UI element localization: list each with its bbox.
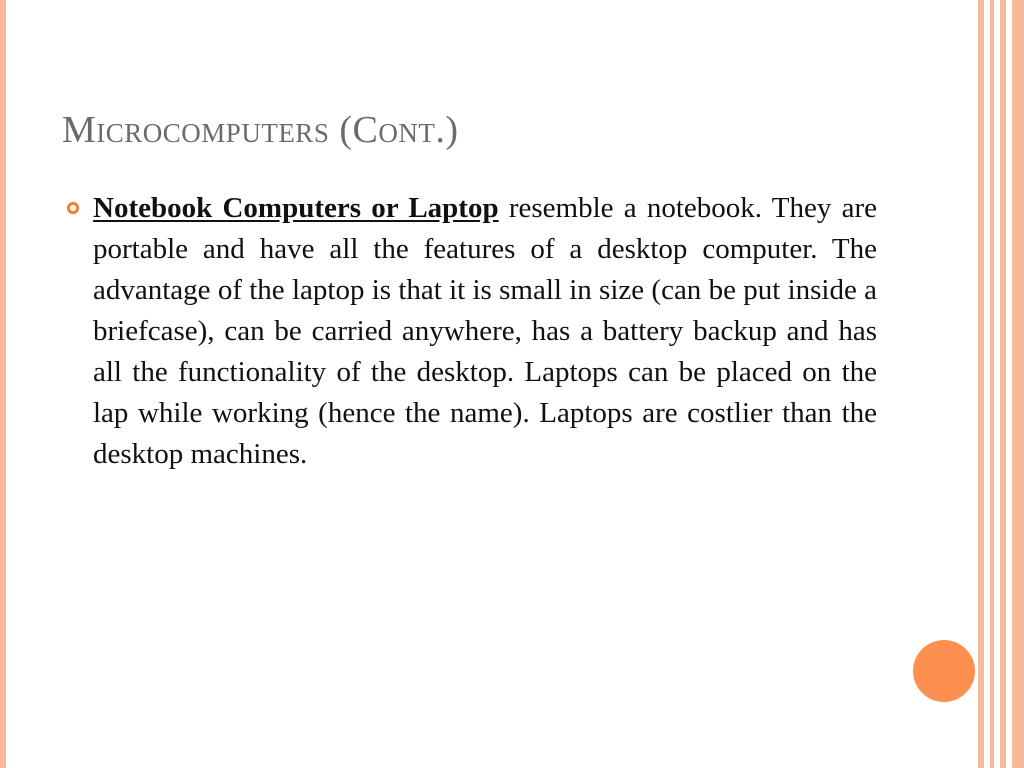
ring-bullet-icon [66, 201, 80, 215]
slide-title: Microcomputers (Cont.) [62, 109, 459, 151]
left-border-stripe [0, 0, 6, 768]
bullet-paragraph [93, 188, 877, 475]
bullet-text: resemble a notebook. They are portable and have all the features of a desktop computer. The advantage of the laptop is that it is small in size (can be put inside a briefcase), can be carried anywhere, has a battery backup and has all the functionality of the desktop. Laptops can be placed on the lap while working (hence the name). Laptops are costlier than the desktop machines. [93, 192, 877, 470]
right-border-stripe [1000, 0, 1006, 768]
decorative-orange-circle [913, 640, 975, 702]
right-border-stripe [1012, 0, 1024, 768]
right-border-stripe [978, 0, 984, 768]
bullet-term: Notebook Computers or Laptop [93, 192, 499, 224]
right-border-stripe [990, 0, 994, 768]
